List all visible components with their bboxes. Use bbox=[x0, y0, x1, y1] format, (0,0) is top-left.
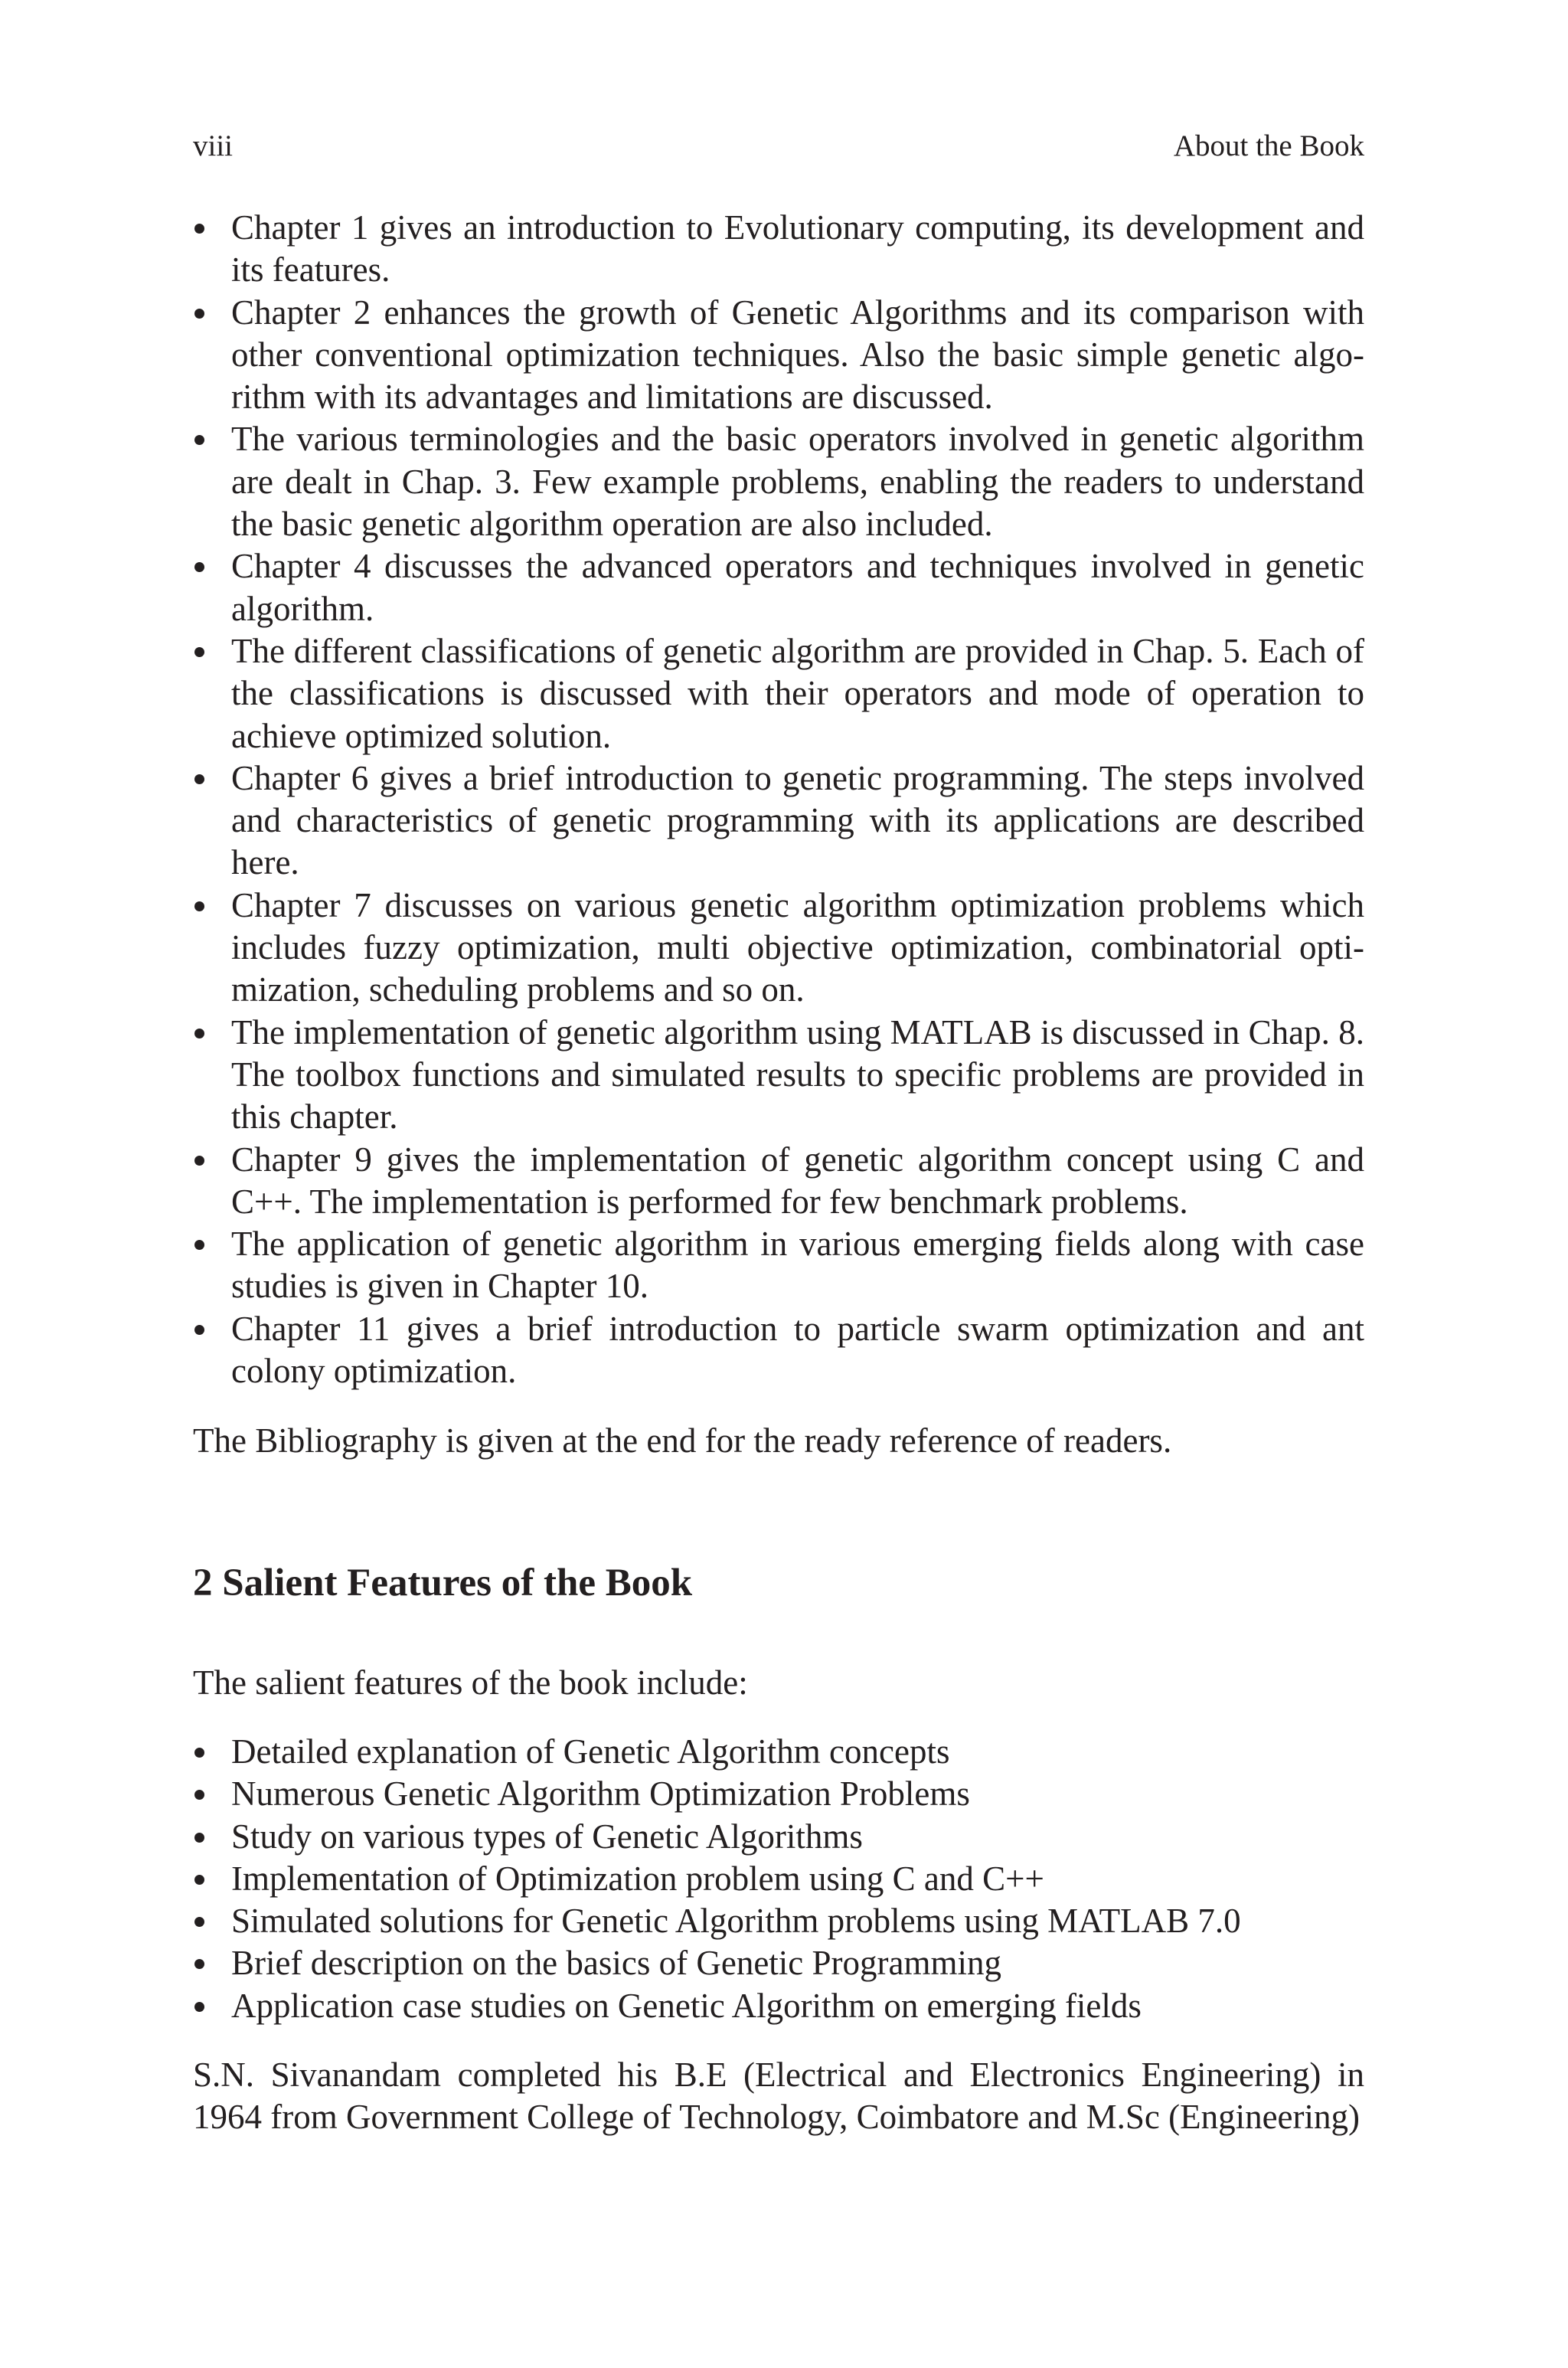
bullet-icon bbox=[194, 774, 204, 784]
list-item-text: Study on various types of Genetic Algorithms bbox=[231, 1817, 863, 1856]
list-item-text: Detailed explanation of Genetic Algorithm concepts bbox=[231, 1732, 950, 1771]
list-item-text: Brief description on the basics of Genetic Programming bbox=[231, 1944, 1001, 1983]
bullet-icon bbox=[194, 1959, 204, 1969]
list-item bbox=[193, 757, 1364, 885]
list-item-text: The implementation of genetic algorithm using MATLAB is discussed in Chap. 8. The toolbox functions and simulated results to specific problems are provided in this chapter. bbox=[231, 1012, 1364, 1137]
bullet-icon bbox=[194, 309, 204, 319]
list-item bbox=[193, 1731, 1364, 1773]
list-item bbox=[193, 630, 1364, 757]
list-item-text: Chapter 2 enhances the growth of Genetic Algorithms and its comparison with other conventional optimization techniques. Also the basic simple genetic algorithm with its advantages and limitations are discussed. bbox=[231, 293, 1364, 417]
list-item bbox=[193, 1012, 1364, 1139]
list-item-text: Chapter 4 discusses the advanced operators and techniques involved in genetic algorithm. bbox=[231, 547, 1364, 628]
list-item-text: The various terminologies and the basic operators involved in genetic algorithm are dealt in Chap. 3. Few example problems, enabling the readers to understand the basic genetic algorithm operation are also included. bbox=[231, 420, 1364, 544]
list-item bbox=[193, 207, 1364, 292]
list-item bbox=[193, 292, 1364, 419]
author-paragraph: S.N. Sivanandam completed his B.E (Electrical and Electronics Engineering) in 1964 from Government College of Technology, Coimbatore and M.Sc (Engineering) bbox=[193, 2055, 1364, 2137]
features-intro: The salient features of the book include: bbox=[193, 1663, 748, 1702]
running-title: About the Book bbox=[1173, 129, 1364, 162]
bullet-icon bbox=[194, 1029, 204, 1038]
list-item bbox=[193, 1900, 1364, 1942]
section-heading: 2 Salient Features of the Book bbox=[193, 1561, 693, 1604]
list-item bbox=[193, 1139, 1364, 1224]
bullet-icon bbox=[194, 647, 204, 657]
list-item bbox=[193, 1773, 1364, 1815]
bullet-icon bbox=[194, 224, 204, 234]
page-body bbox=[193, 207, 1364, 2139]
bullet-icon bbox=[194, 2002, 204, 2012]
list-item bbox=[193, 1308, 1364, 1393]
list-item bbox=[193, 1816, 1364, 1858]
features-list bbox=[193, 1731, 1364, 2027]
list-item-text: Chapter 9 gives the implementation of genetic algorithm concept using C and C++. The implementation is performed for few benchmark problems. bbox=[231, 1140, 1364, 1221]
bullet-icon bbox=[194, 1156, 204, 1166]
bullet-icon bbox=[194, 562, 204, 572]
list-item-text: Numerous Genetic Algorithm Optimization Problems bbox=[231, 1774, 970, 1814]
list-item bbox=[193, 1985, 1364, 2027]
list-item-text: Implementation of Optimization problem using C and C++ bbox=[231, 1859, 1044, 1898]
bullet-icon bbox=[194, 435, 204, 445]
list-item bbox=[193, 1223, 1364, 1308]
chapter-overview-list bbox=[193, 207, 1364, 1392]
bullet-icon bbox=[194, 1748, 204, 1758]
page-header bbox=[193, 127, 1364, 165]
list-item bbox=[193, 1942, 1364, 1984]
list-item-text: Chapter 1 gives an introduction to Evolutionary computing, its development and its features. bbox=[231, 208, 1364, 289]
list-item bbox=[193, 885, 1364, 1012]
page-number: viii bbox=[193, 129, 234, 162]
list-item-text: Chapter 6 gives a brief introduction to genetic programming. The steps involved and characteristics of genetic programming with its applications are described here. bbox=[231, 758, 1364, 882]
list-item-text: Chapter 11 gives a brief introduction to particle swarm optimization and ant colony optimization. bbox=[231, 1309, 1364, 1391]
bullet-icon bbox=[194, 1790, 204, 1800]
list-item-text: Chapter 7 discusses on various genetic algorithm optimization problems which includes fuzzy optimization, multi objective optimization, combinatorial optimization, scheduling problems and so on. bbox=[231, 885, 1364, 1009]
bullet-icon bbox=[194, 1917, 204, 1927]
list-item-text: Simulated solutions for Genetic Algorithm problems using MATLAB 7.0 bbox=[231, 1902, 1241, 1941]
list-item bbox=[193, 1858, 1364, 1900]
list-item bbox=[193, 418, 1364, 545]
bullet-icon bbox=[194, 1833, 204, 1843]
list-item-text: Application case studies on Genetic Algorithm on emerging fields bbox=[231, 1986, 1142, 2025]
bibliography-note: The Bibliography is given at the end for the ready reference of readers. bbox=[193, 1421, 1172, 1460]
bullet-icon bbox=[194, 1240, 204, 1250]
list-item-text: The different classifications of genetic algorithm are provided in Chap. 5. Each of the classifications is discussed with their operators and mode of operation to achieve optimized solution. bbox=[231, 631, 1364, 755]
bullet-icon bbox=[194, 901, 204, 911]
list-item-text: The application of genetic algorithm in various emerging fields along with case studies is given in Chapter 10. bbox=[231, 1225, 1364, 1306]
bullet-icon bbox=[194, 1325, 204, 1335]
list-item bbox=[193, 545, 1364, 630]
bullet-icon bbox=[194, 1875, 204, 1885]
